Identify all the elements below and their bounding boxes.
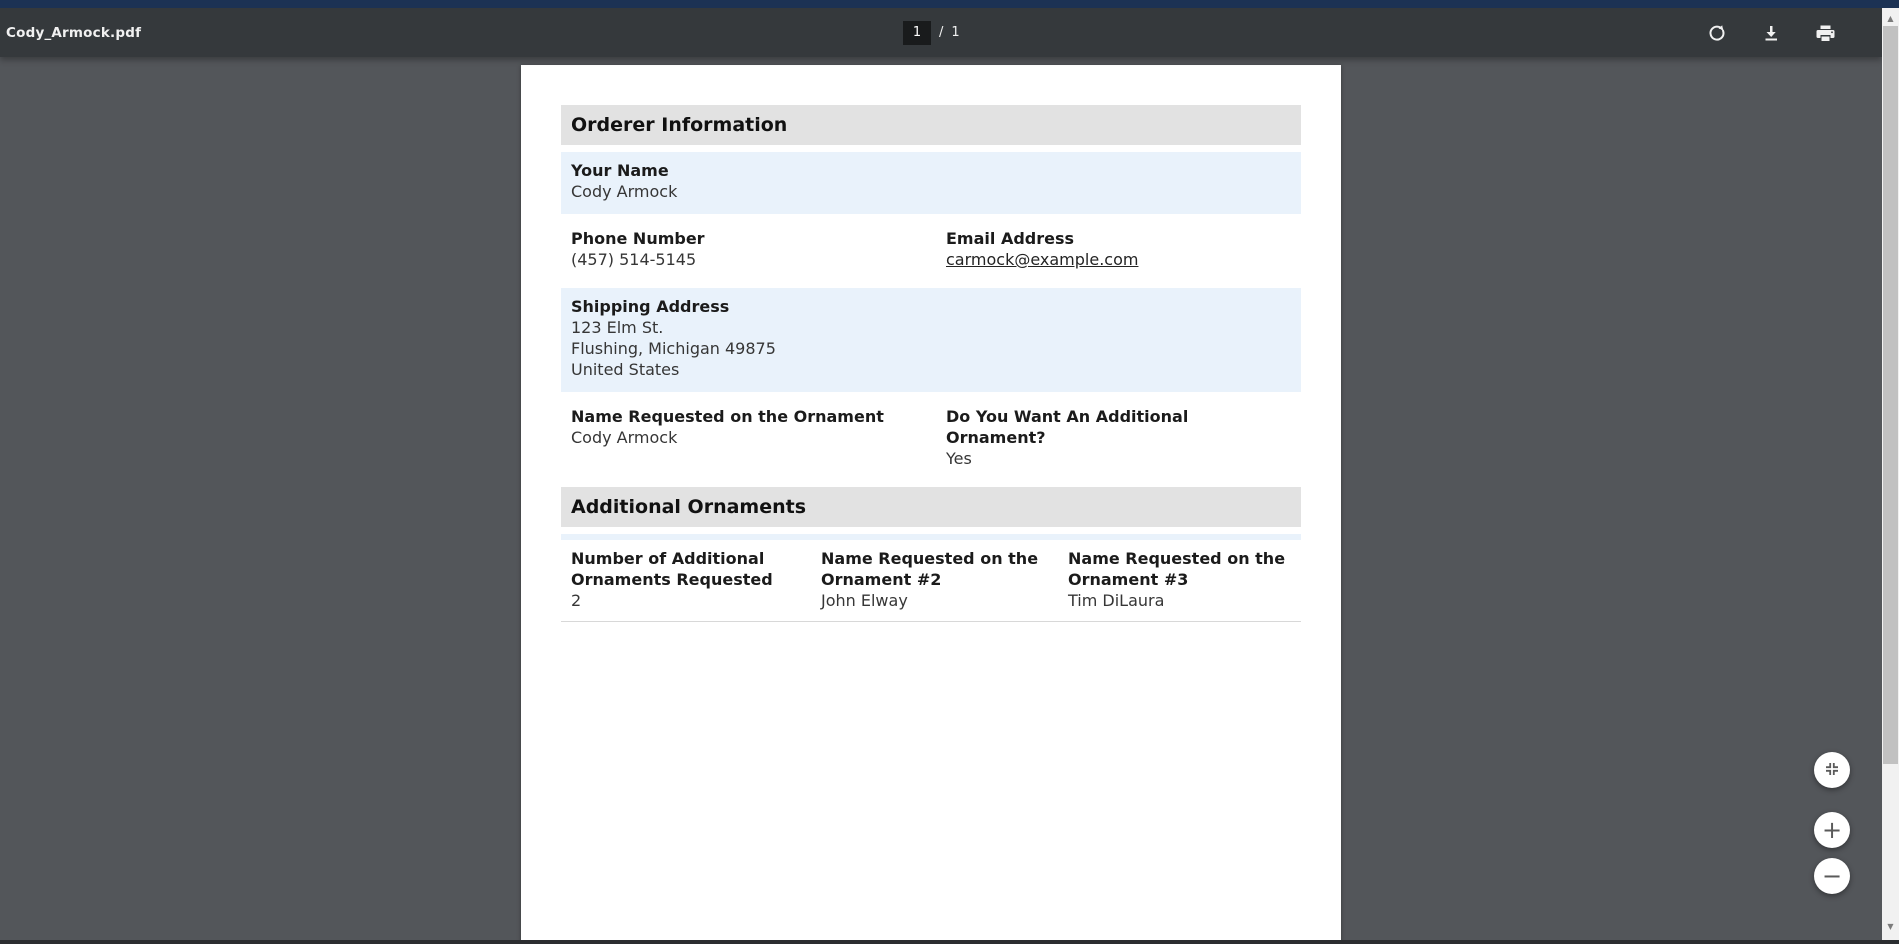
download-button[interactable]: [1754, 16, 1788, 50]
num-additional-value: 2: [571, 591, 582, 610]
your-name-label: Your Name: [571, 161, 669, 180]
page-number-input[interactable]: 1: [903, 21, 931, 45]
additional-ornament-value: Yes: [946, 449, 972, 468]
print-button[interactable]: [1808, 16, 1842, 50]
rotate-clockwise-icon: [1707, 23, 1727, 43]
section-header-orderer-information: Orderer Information: [561, 105, 1301, 145]
ornament2-label: Name Requested on the Ornament #2: [821, 549, 1039, 589]
ornament3-value: Tim DiLaura: [1068, 591, 1165, 610]
your-name-value: Cody Armock: [571, 182, 678, 201]
shipping-line3: United States: [571, 360, 680, 379]
phone-value: (457) 514-5145: [571, 250, 697, 269]
phone-label: Phone Number: [571, 229, 705, 248]
minus-icon: −: [1821, 862, 1843, 890]
row-shipping-address: [561, 288, 1301, 392]
plus-icon: +: [1821, 816, 1843, 844]
shipping-line1: 123 Elm St.: [571, 318, 664, 337]
additional-ornament-label: Do You Want An Additional Ornament?: [946, 407, 1189, 447]
num-additional-label: Number of Additional Ornaments Requested: [571, 549, 773, 589]
ornament-name-label: Name Requested on the Ornament: [571, 407, 884, 426]
page-indicator: [903, 8, 960, 57]
toolbar-actions: [1700, 8, 1842, 57]
scrollbar-thumb[interactable]: [1883, 26, 1898, 764]
pdf-page: [521, 65, 1341, 944]
pdf-filename: Cody_Armock.pdf: [6, 24, 142, 41]
fit-to-page-icon: [1824, 761, 1840, 780]
section-header-additional-ornaments: Additional Ornaments: [561, 487, 1301, 527]
print-icon: [1815, 23, 1836, 43]
form-table: [561, 105, 1301, 628]
shipping-label: Shipping Address: [571, 297, 730, 316]
row-phone-email: [561, 220, 1301, 282]
vertical-scrollbar[interactable]: [1882, 8, 1899, 940]
page-total: 1: [951, 25, 960, 40]
browser-theme-strip: [0, 0, 1899, 8]
email-link[interactable]: carmock@example.com: [946, 250, 1139, 269]
fit-to-page-button[interactable]: [1814, 752, 1850, 788]
shipping-line2: Flushing, Michigan 49875: [571, 339, 776, 358]
ornament2-value: John Elway: [821, 591, 908, 610]
row-ornament-name: [561, 398, 1301, 481]
zoom-out-button[interactable]: [1814, 858, 1850, 894]
email-label: Email Address: [946, 229, 1075, 248]
row-additional-ornaments: [561, 540, 1301, 622]
pdf-viewer-area: [0, 57, 1882, 944]
scroll-up-arrow[interactable]: ▲: [1887, 13, 1894, 23]
scroll-down-arrow[interactable]: ▼: [1887, 921, 1894, 931]
bottom-window-edge: [0, 940, 1899, 944]
rotate-button[interactable]: [1700, 16, 1734, 50]
page-separator: /: [939, 25, 944, 40]
zoom-in-button[interactable]: [1814, 812, 1850, 848]
row-your-name: [561, 152, 1301, 214]
ornament-name-value: Cody Armock: [571, 428, 678, 447]
download-icon: [1761, 23, 1781, 43]
ornament3-label: Name Requested on the Ornament #3: [1068, 549, 1286, 589]
pdf-toolbar: [0, 8, 1882, 57]
